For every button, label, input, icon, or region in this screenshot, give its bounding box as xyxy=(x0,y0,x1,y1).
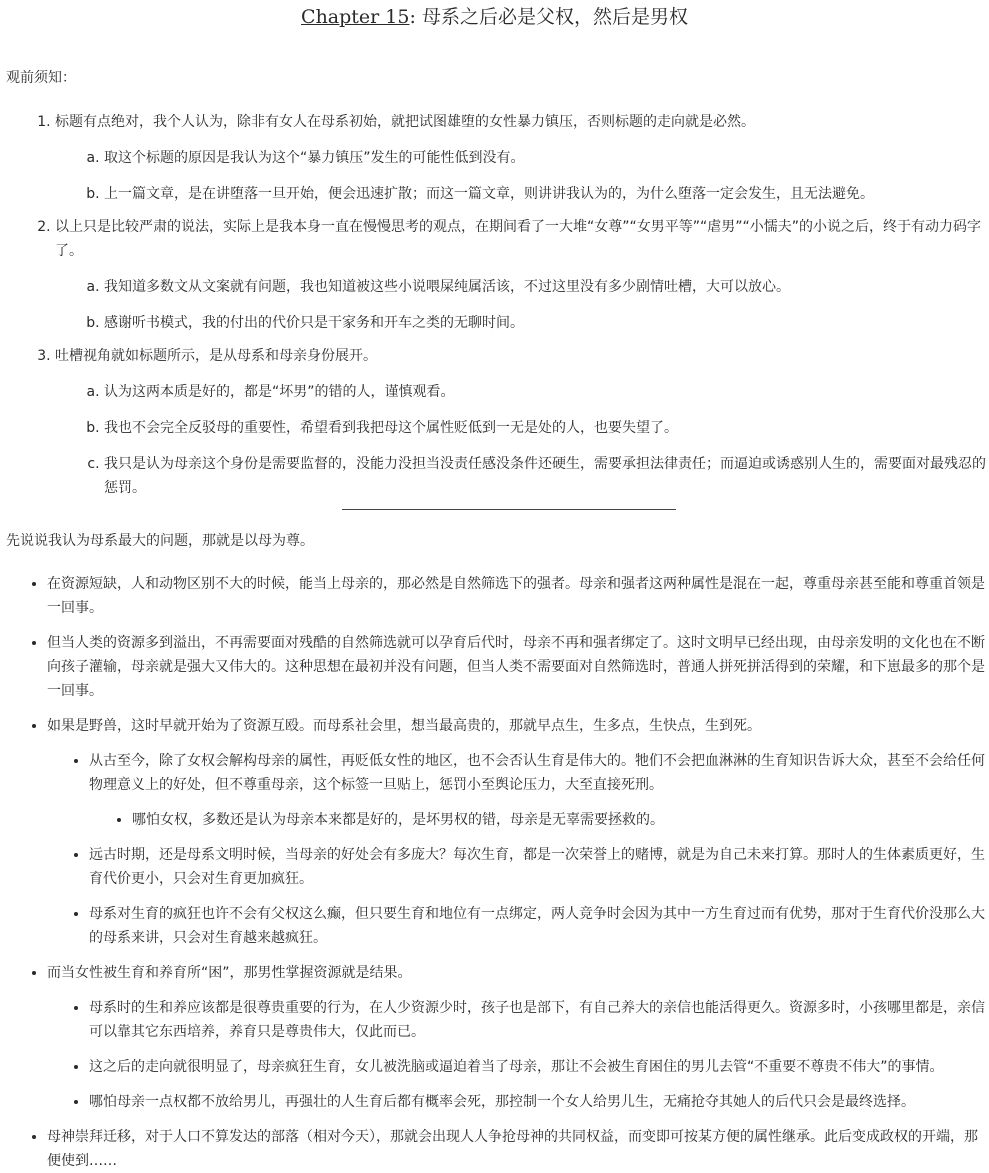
point-item: • 母神崇拜迁移，对于人口不算发达的部落（相对今天），那就会出现人人争抢母神的共同权益，而变即可按某方便的属性继承。此后变成政权的开端，那便使到…… xyxy=(47,1125,989,1173)
chapter-link[interactable]: Chapter 15 xyxy=(301,6,410,28)
point-subitem: • 母系对生育的疯狂也许不会有父权这么癫，但只要生育和地位有一点绑定，两人竞争时会因为其中一方生育过而有优势，那对于生育代价没那么大的母系来讲，只会对生育越来越疯狂。 xyxy=(89,902,989,950)
point-subitem: • 远古时期，还是母系文明时候，当母亲的好处会有多庞大？每次生育，都是一次荣誉上的赌博，就是为自己未来打算。那时人的生体素质更好，生育代价更小，只会对生育更加疯狂。 xyxy=(89,843,989,891)
point-subitem: • 这之后的走向就很明显了，母亲疯狂生育，女儿被洗脑或逼迫着当了母亲，那让不会被生育困住的男儿去管“不重要不尊贵不伟大”的事情。 xyxy=(89,1055,989,1079)
point-subtext: 从古至今，除了女权会解构母亲的属性，再贬低女性的地区，也不会否认生育是伟大的。牠们不会把血淋淋的生育知识告诉大众，甚至不会给任何物理意义上的好处，但不尊重母亲，这个标签一旦贴上，惩罚小至舆论压力，大至直接死刑。 xyxy=(89,753,985,793)
point-text: 而当女性被生育和养育所“困”，那男性掌握资源就是结果。 xyxy=(47,965,412,981)
points-list xyxy=(0,572,989,1173)
point-item xyxy=(47,961,989,1114)
note-subitem: b. 上一篇文章，是在讲堕落一旦开始，便会迅速扩散；而这一篇文章，则讲讲我认为的，为什么堕落一定会发生，且无法避免。 xyxy=(104,182,989,206)
note-text: 吐槽视角就如标题所示，是从母系和母亲身份展开。 xyxy=(55,348,377,364)
point-sublist xyxy=(47,996,989,1114)
note-subitem: c. 我只是认为母亲这个身份是需要监督的，没能力没担当没责任感没条件还硬生，需要承担法律责任；而逼迫或诱惑别人生的，需要面对最残忍的惩罚。 xyxy=(104,452,989,500)
note-item xyxy=(55,215,989,335)
note-subitem: a. 认为这两本质是好的，都是“坏男”的错的人，谨慎观看。 xyxy=(104,380,989,404)
note-sublist xyxy=(55,275,989,335)
chapter-title xyxy=(0,4,989,30)
preface-label: 观前须知： xyxy=(6,70,76,86)
intro-paragraph: 先说说我认为母系最大的问题，那就是以母为尊。 xyxy=(6,533,314,549)
point-subitem xyxy=(89,749,989,832)
point-subsublist xyxy=(89,808,989,832)
section-divider xyxy=(342,509,676,510)
title-separator: : xyxy=(409,6,422,28)
note-text: 标题有点绝对，我个人认为，除非有女人在母系初始，就把试图雄堕的女性暴力镇压，否则标题的走向就是必然。 xyxy=(55,114,755,130)
point-subitem: • 哪怕母亲一点权都不放给男儿，再强壮的人生育后都有概率会死，那控制一个女人给男儿生，无痛抢夺其她人的后代只会是最终选择。 xyxy=(89,1090,989,1114)
note-subitem: a. 取这个标题的原因是我认为这个“暴力镇压”发生的可能性低到没有。 xyxy=(104,146,989,170)
point-subitem: • 母系时的生和养应该都是很尊贵重要的行为，在人少资源少时，孩子也是部下，有自己养大的亲信也能活得更久。资源多时，小孩哪里都是，亲信可以靠其它东西培养，养育只是尊贵伟大，仅此而已。 xyxy=(89,996,989,1044)
note-subitem: a. 我知道多数文从文案就有问题，我也知道被这些小说喂屎纯属活该，不过这里没有多少剧情吐槽，大可以放心。 xyxy=(104,275,989,299)
note-sublist xyxy=(55,146,989,206)
note-subitem: b. 我也不会完全反驳母的重要性，希望看到我把母这个属性贬低到一无是处的人，也要失望了。 xyxy=(104,416,989,440)
point-text: 如果是野兽，这时早就开始为了资源互殴。而母系社会里，想当最高贵的，那就早点生，生多点，生快点，生到死。 xyxy=(47,718,761,734)
note-text: 以上只是比较严肃的说法，实际上是我本身一直在慢慢思考的观点，在期间看了一大堆“女尊”“女男平等”“虐男”“小懦夫”的小说之后，终于有动力码字了。 xyxy=(55,219,982,259)
point-subsubitem: • 哪怕女权，多数还是认为母亲本来都是好的，是坏男权的错，母亲是无辜需要拯救的。 xyxy=(132,808,989,832)
chapter-body xyxy=(0,66,989,1173)
note-subitem: b. 感谢听书模式，我的付出的代价只是干家务和开车之类的无聊时间。 xyxy=(104,311,989,335)
note-item xyxy=(55,110,989,206)
notes-list xyxy=(0,110,989,500)
point-item: • 但当人类的资源多到溢出，不再需要面对残酷的自然筛选就可以孕育后代时，母亲不再和强者绑定了。这时文明早已经出现，由母亲发明的文化也在不断向孩子灌输，母亲就是强大又伟大的。这种思想在最初并没有问题，但当人类不需要面对自然筛选时，普通人拼死拼活得到的荣耀，和下崽最多的那个是一回事。 xyxy=(47,631,989,703)
note-sublist xyxy=(55,380,989,500)
note-item xyxy=(55,344,989,500)
point-item: • 在资源短缺，人和动物区别不大的时候，能当上母亲的，那必然是自然筛选下的强者。母亲和强者这两种属性是混在一起，尊重母亲甚至能和尊重首领是一回事。 xyxy=(47,572,989,620)
chapter-title-text: 母系之后必是父权，然后是男权 xyxy=(421,6,688,28)
point-item xyxy=(47,714,989,950)
point-sublist xyxy=(47,749,989,950)
